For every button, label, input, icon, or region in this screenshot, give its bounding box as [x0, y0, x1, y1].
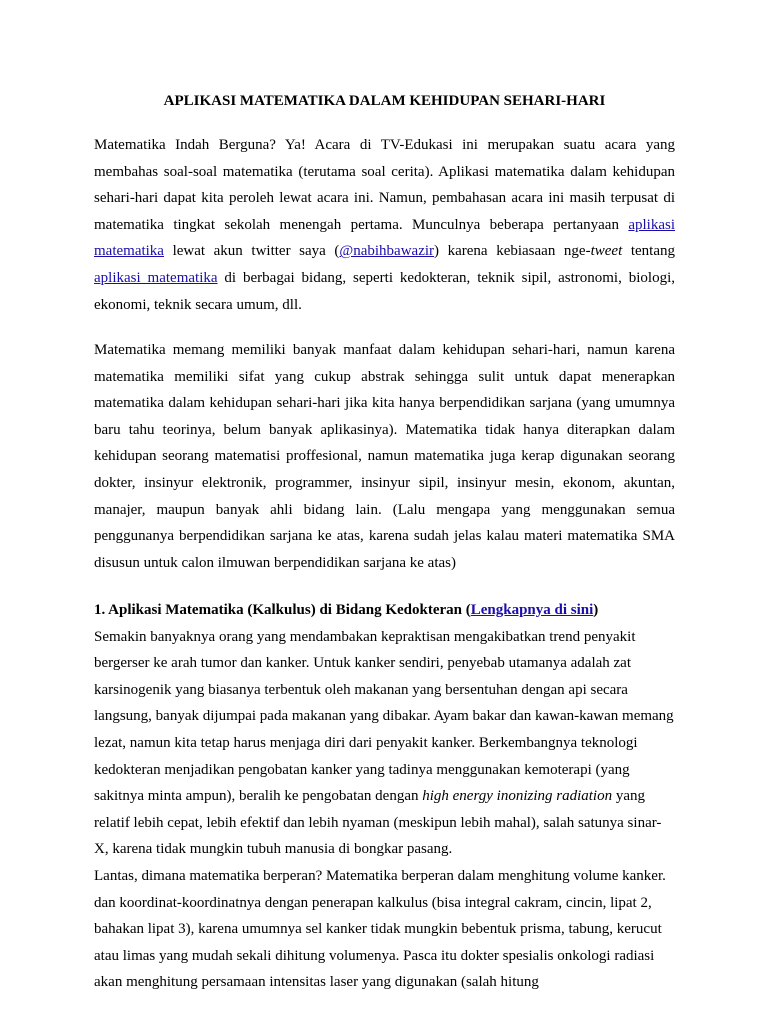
- intro-text-tweet: tweet: [590, 243, 623, 260]
- link-lengkapnya-di-sini[interactable]: Lengkapnya di sini: [470, 602, 594, 618]
- intro-paragraph: [94, 132, 675, 318]
- section-body-paragraph: [94, 624, 675, 863]
- second-paragraph: Matematika memang memiliki banyak manfaat dalam kehidupan sehari-hari, namun karena matematika memiliki sifat yang cukup abstrak sehingga sulit untuk dapat menerapkan matematika dalam kehidupan sehari-hari jika kita hanya berpendidikan sarjana (yang umumnya baru tahu teorinya, belum banyak aplikasinya). Matematika tidak hanya diterapkan dalam kehidupan seorang matematisi proffesional, namun matematika juga kerap digunakan seorang dokter, insinyur elektronik, programmer, insinyur sipil, insinyur mesin, ekonom, akuntan, manajer, maupun banyak ahli bidang lain. (Lalu mengapa yang menggunakan semua penggunanya berpendidikan sarjana ke atas, karena sudah jelas kalau materi matematika SMA disusun untuk calon ilmuwan berpendidikan sarjana ke atas): [94, 342, 675, 571]
- section-body-italic: high energy inonizing radiation: [422, 788, 613, 805]
- intro-text-e: di berbagai bidang, seperti kedokteran, teknik sipil, astronomi, biologi, ekonomi, teknik secara umum, dll.: [94, 269, 675, 313]
- section-heading-suffix: ): [593, 602, 599, 618]
- section-heading-prefix: 1. Aplikasi Matematika (Kalkulus) di Bidang Kedokteran (: [94, 602, 471, 618]
- intro-text-a: Matematika Indah Berguna? Ya! Acara di TV-Edukasi ini merupakan suatu acara yang membahas soal-soal matematika (terutama soal cerita). Aplikasi matematika dalam kehidupan sehari-hari dapat kita peroleh lewat acara ini. Namun, pembahasan acara ini masih terpusat di matematika tingkat sekolah menengah pertama. Munculnya beberapa pertanyaan: [94, 137, 675, 233]
- link-twitter-handle[interactable]: @nabihbawazir: [339, 243, 435, 260]
- intro-text-c: ) karena kebiasaan nge-: [434, 243, 591, 260]
- document-title: APLIKASI MATEMATIKA DALAM KEHIDUPAN SEHARI-HARI: [163, 93, 606, 109]
- section-heading: [94, 597, 675, 624]
- section-body-paragraph-2: Lantas, dimana matematika berperan? Matematika berperan dalam menghitung volume kanker. dan koordinat-koordinatnya dengan penerapan kalkulus (bisa integral cakram, cincin, lipat 2, bahakan lipat 3), karena umumnya sel kanker tidak mungkin bebentuk prisma, tabung, kerucut atau limas yang mudah sekali dihitung volumenya. Pasca itu dokter spesialis onkologi radiasi akan menghitung persamaan intensitas laser yang digunakan (salah hitung: [94, 867, 666, 991]
- link-aplikasi-matematika-2[interactable]: aplikasi matematika: [94, 269, 218, 286]
- intro-text-b: lewat akun twitter saya (: [163, 243, 340, 260]
- section-body-a: Semakin banyaknya orang yang mendambakan kepraktisan mengakibatkan trend penyakit bergerser ke arah tumor dan kanker. Untuk kanker sendiri, penyebab utamanya adalah zat karsinogenik yang biasanya terbentuk oleh makanan yang bersentuhan dengan api secara langsung, banyak dijumpai pada makanan yang dibakar. Ayam bakar dan kawan-kawan memang lezat, namun kita tetap harus menjaga diri dari penyakit kanker. Berkembangnya teknologi kedokteran menjadikan pengobatan kanker yang tadinya menggunakan kemoterapi (yang sakitnya minta ampun), beralih ke pengobatan dengan: [94, 628, 674, 805]
- link-aplikasi-matematika-1[interactable]: aplikasi matematika: [94, 216, 675, 260]
- section-kedokteran: [94, 597, 675, 996]
- section-body-b: yang relatif lebih cepat, lebih efektif dan lebih nyaman (meskipun lebih mahal), salah satunya sinar-X, karena tidak mungkin tubuh manusia di bongkar pasang.: [94, 788, 662, 858]
- intro-text-d: tentang: [622, 243, 675, 260]
